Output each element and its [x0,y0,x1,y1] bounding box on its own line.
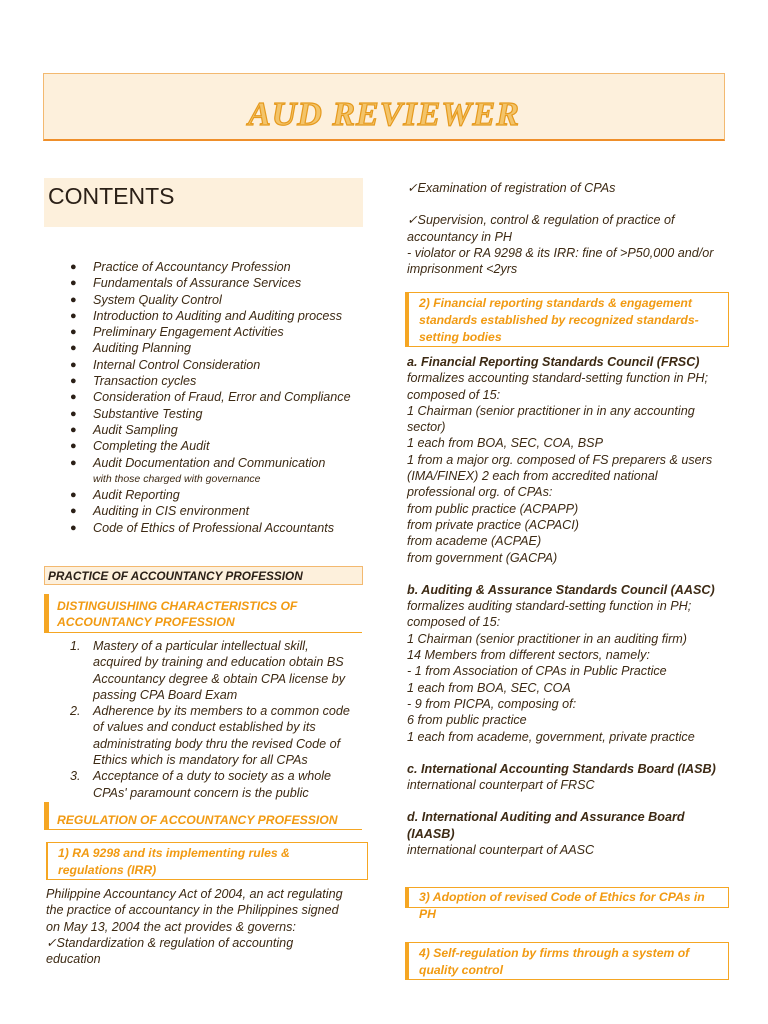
standards-bodies: a. Financial Reporting Standards Council (FRSC) formalizes accounting standard-setting function in PH; composed of 15: 1 Chairman (senior practitioner in in any accounting sector) 1 each from BOA, SEC, COA, BSP 1 from a major org. composed of FS preparers & users (IMA/FINEX) 2 each from accredited national professional org. of CPAs: from public practice (ACPAPP) from private practice (ACPACI) from academe (ACPAE) from government (GACPA) b. Auditing & Assurance Standards Council (AASC) formalizes auditing standard-setting function in PH; composed of 15: 1 Chairman (senior practitioner in an auditing firm) 14 Members from different sectors, namely: - 1 from Association of CPAs in Public Practice 1 each from BOA, SEC, COA - 9 from PICPA, composing of: 6 from public practice 1 each from academe, government, private practice c. International Accounting Standards Board (IASB) international counterpart of FRSC d. International Auditing and Assurance Board (IAASB) international counterpart of AASC [407,354,737,858]
bullet-icon: ● [70,342,77,355]
toc-item[interactable]: ● Completing the Audit [70,439,210,454]
iaasb-heading: d. International Auditing and Assurance Board [407,810,685,825]
table-of-contents [70,259,370,536]
toc-item[interactable]: ● Internal Control Consideration [70,357,261,372]
bullet-icon: ● [70,375,77,388]
bullet-icon: ● [70,440,77,453]
financial-standards-box: 2) Financial reporting standards & engagement standards established by recognized standards- setting bodies [405,292,729,347]
toc-item[interactable]: ● Auditing in CIS environment [70,504,250,519]
subsection-heading-distinguishing: DISTINGUISHING CHARACTERISTICS OF ACCOUNTANCY PROFESSION [44,594,362,633]
toc-item[interactable]: ● Transaction cycles [70,374,197,389]
bullet-icon: ● [70,505,77,518]
bullet-icon: ● [70,309,77,322]
frsc-heading: a. Financial Reporting Standards Council (FRSC) [407,355,700,369]
toc-item[interactable]: ● Substantive Testing [70,406,203,421]
bullet-icon: ● [70,293,77,306]
bullet-icon: ● [70,489,77,502]
ra9298-box: 1) RA 9298 and its implementing rules & regulations (IRR) [46,842,368,880]
bullet-icon: ● [70,391,77,404]
bullet-icon: ● [70,521,77,534]
subsection-heading-regulation: REGULATION OF ACCOUNTANCY PROFESSION [44,802,362,830]
contents-heading-box [44,178,363,227]
toc-item[interactable]: ● Practice of Accountancy Profession [70,260,291,274]
document-title: AUD REVIEWER [248,96,520,133]
code-of-ethics-box: 3) Adoption of revised Code of Ethics for CPAs in PH [405,887,729,908]
toc-item[interactable]: ● Preliminary Engagement Activities [70,325,284,340]
toc-item[interactable]: ● Audit Documentation and Communication [70,455,326,470]
bullet-icon: ● [70,407,77,420]
list-item: 2. Adherence by its members to a common code of values and conduct established by its administrating body thru the revised Code of Ethics which is mandatory for all CPAs [70,704,350,768]
right-column-top: ✓Examination of registration of CPAs ✓Supervision, control & regulation of practice of accountancy in PH - violator or RA 9298 & its IRR: fine of >P50,000 and/or imprisonment <2yrs [407,181,714,277]
toc-item[interactable]: ● Introduction to Auditing and Auditing process [70,308,343,323]
toc-item[interactable]: ● Fundamentals of Assurance Services [70,276,302,291]
bullet-icon: ● [70,261,77,273]
title-banner [43,73,725,141]
toc-item[interactable]: ● Code of Ethics of Professional Accountants [70,520,335,535]
bullet-icon: ● [70,423,77,436]
toc-item-continuation: with those charged with governance [93,472,261,485]
bullet-icon: ● [70,326,77,339]
section-heading-practice: PRACTICE OF ACCOUNTANCY PROFESSION [44,566,363,585]
list-item: 3. Acceptance of a duty to society as a whole CPAs' paramount concern is the public [70,769,332,800]
ra9298-paragraph: Philippine Accountancy Act of 2004, an act regulating the practice of accountancy in the Philippines signed on May 13, 2004 the act provides & governs: ✓Standardization & regulation of accounting education [46,887,343,967]
contents-heading: CONTENTS [48,183,175,209]
toc-item[interactable]: ● Consideration of Fraud, Error and Compliance [70,390,351,405]
bullet-icon: ● [70,277,77,290]
toc-item[interactable]: ● System Quality Control [70,292,222,307]
toc-item[interactable]: ● Auditing Planning [70,341,192,356]
list-item: 1. Mastery of a particular intellectual skill, acquired by training and education obtain BS Accountancy degree & obtain CPA license by passing CPA Board Exam [70,639,346,702]
iasb-heading: c. International Accounting Standards Board (IASB) [407,761,716,776]
bullet-icon: ● [70,456,77,469]
aasc-heading: b. Auditing & Assurance Standards Council (AASC) [407,582,715,597]
bullet-icon: ● [70,358,77,371]
self-regulation-box: 4) Self-regulation by firms through a system of quality control [405,942,729,980]
characteristics-list [70,638,362,801]
toc-item[interactable]: ● Audit Reporting [70,488,180,503]
toc-item[interactable]: ● Audit Sampling [70,422,178,437]
